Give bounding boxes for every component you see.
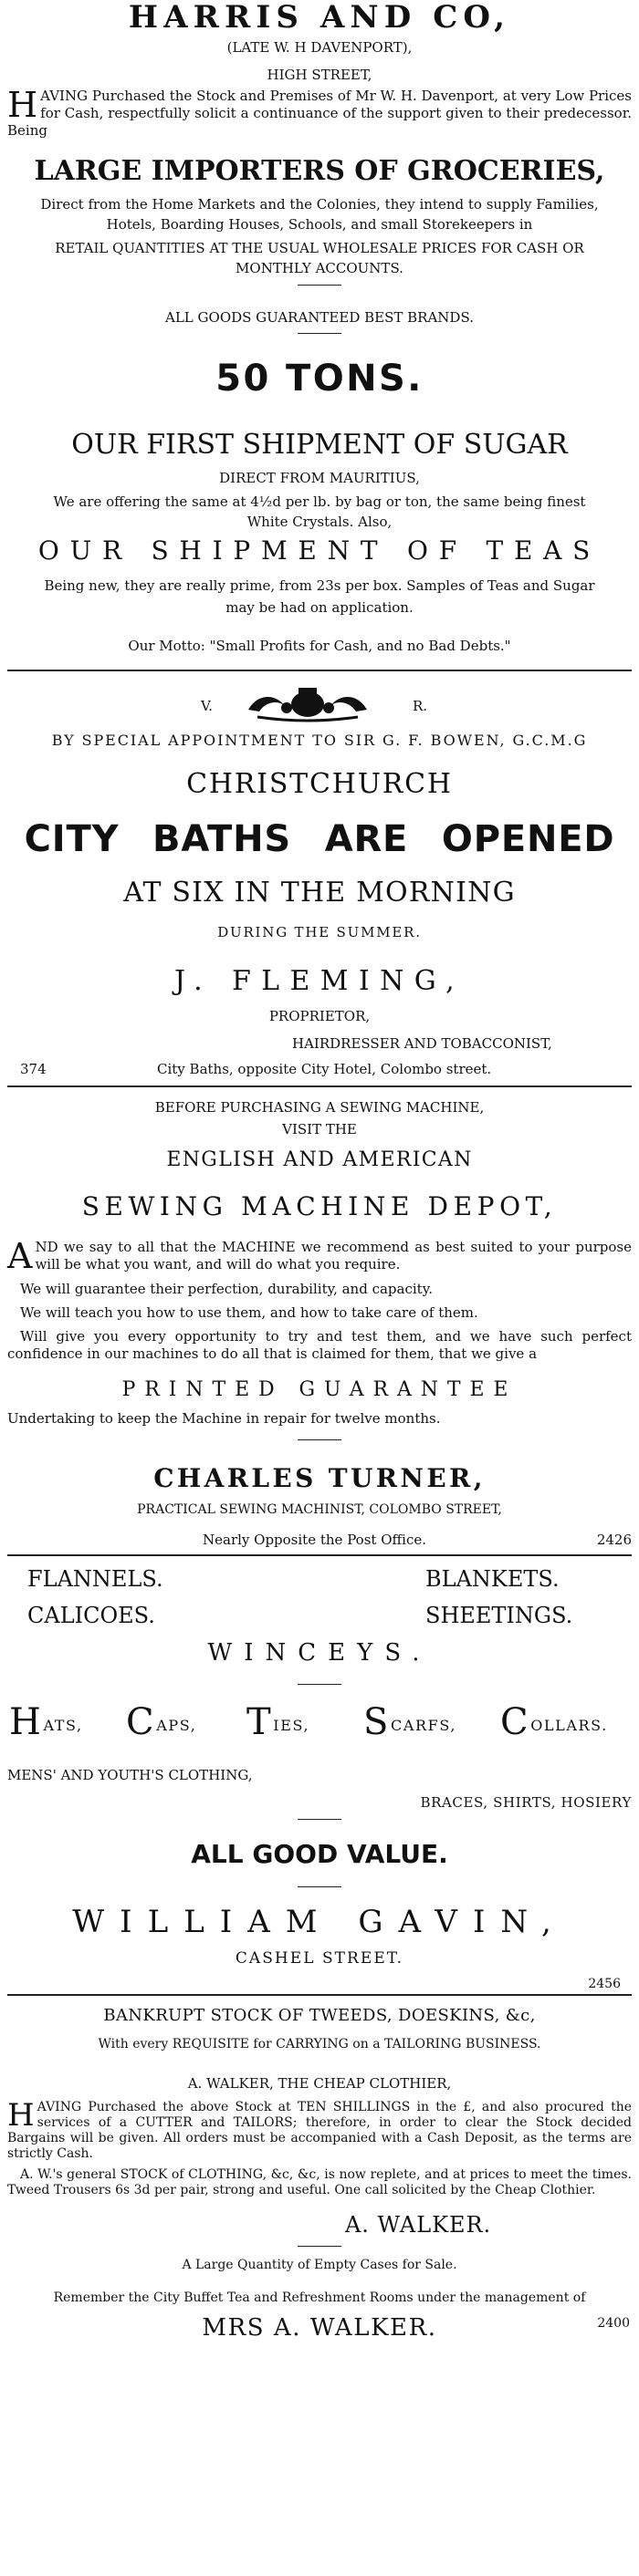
- sewing-before: BEFORE PURCHASING A SEWING MACHINE,: [154, 1099, 485, 1116]
- baths-proprietor: PROPRIETOR,: [268, 1008, 371, 1024]
- gavin-sheetings: SHEETINGS.: [425, 1603, 573, 1628]
- sewing-english-american: ENGLISH AND AMERICAN: [166, 1148, 473, 1171]
- gavin-caps: CAPS,: [126, 1701, 197, 1743]
- gavin-hats: HATS,: [9, 1701, 83, 1743]
- separator: [298, 2246, 341, 2247]
- crest-r-letter: R.: [413, 698, 428, 714]
- sewing-ad-number: 2426: [596, 1532, 632, 1548]
- baths-ad-number: 374: [20, 1061, 47, 1077]
- gavin-calicoes: CALICOES.: [27, 1603, 155, 1628]
- separator: [298, 1886, 341, 1887]
- separator: [298, 333, 341, 334]
- gavin-flannels: FLANNELS.: [27, 1566, 163, 1592]
- separator: [298, 1439, 341, 1440]
- crest-v-letter: V.: [201, 698, 213, 714]
- harris-teas-line-2: may be had on application.: [225, 599, 414, 616]
- harris-line-2: Hotels, Boarding Houses, Schools, and small Storekeepers in: [106, 216, 533, 233]
- separator: [298, 1819, 341, 1820]
- sewing-dropcap: A: [7, 1236, 33, 1276]
- walker-mrs-walker: MRS A. WALKER.: [202, 2314, 437, 2342]
- separator: [298, 285, 341, 286]
- gavin-all-good-value: ALL GOOD VALUE.: [191, 1839, 448, 1869]
- sewing-depot-heading: SEWING MACHINE DEPOT,: [81, 1191, 558, 1221]
- gavin-scarfs: SCARFS,: [363, 1701, 457, 1743]
- sewing-practical: PRACTICAL SEWING MACHINIST, COLOMBO STREET,: [137, 1502, 502, 1517]
- gavin-cashel-street: CASHEL STREET.: [235, 1949, 404, 1968]
- harris-firm-name: HARRIS AND CO,: [128, 0, 511, 36]
- sewing-paragraph-3: We will teach you how to use them, and how to take care of them.: [20, 1304, 478, 1321]
- harris-guarantee: ALL GOODS GUARANTEED BEST BRANDS.: [165, 309, 474, 326]
- harris-intro-text: AVING Purchased the Stock and Premises of Mr W. H. Davenport, at very Low Prices for Cash, respectfully solicit a continuance of the support given to their predecessor. Being: [7, 88, 632, 139]
- gavin-blankets: BLANKETS.: [425, 1566, 560, 1592]
- walker-cheap-clothier: A. WALKER, THE CHEAP CLOTHIER,: [187, 2075, 452, 2092]
- walker-bankrupt-stock: BANKRUPT STOCK OF TWEEDS, DOESKINS, &c,: [103, 2006, 536, 2025]
- harris-offer-2: White Crystals. Also,: [246, 514, 393, 530]
- harris-motto: Our Motto: "Small Profits for Cash, and no Bad Debts.": [128, 638, 511, 654]
- gavin-william-gavin: WILLIAM GAVIN,: [72, 1904, 567, 1940]
- sewing-charles-turner: CHARLES TURNER,: [153, 1463, 486, 1493]
- sewing-paragraph-1-text: ND we say to all that the MACHINE we recommend as best suited to your purpose will be what you want, and will do what you require.: [35, 1239, 632, 1272]
- gavin-accessories-row: [0, 1702, 639, 1742]
- sewing-printed-guarantee: PRINTED GUARANTEE: [121, 1378, 518, 1401]
- harris-teas-heading: OUR SHIPMENT OF TEAS: [37, 535, 602, 566]
- walker-buffet: Remember the City Buffet Tea and Refreshment Rooms under the management of: [53, 2290, 586, 2305]
- walker-empty-cases: A Large Quantity of Empty Cases for Sale.: [182, 2258, 457, 2272]
- baths-christchurch: CHRISTCHURCH: [186, 768, 453, 800]
- harris-intro-paragraph: [7, 85, 632, 140]
- harris-line-1: Direct from the Home Markets and the Colonies, they intend to supply Families,: [40, 196, 599, 213]
- baths-six-morning: AT SIX IN THE MORNING: [123, 877, 516, 909]
- harris-offer-1: We are offering the same at 4½d per lb. by bag or ton, the same being finest: [53, 493, 586, 510]
- gavin-ad-number: 2456: [588, 1977, 621, 1991]
- sewing-visit: VISIT THE: [282, 1121, 357, 1137]
- gavin-ties: TIES,: [246, 1701, 310, 1743]
- gavin-winceys: WINCEYS.: [207, 1639, 432, 1667]
- baths-address: City Baths, opposite City Hotel, Colombo street.: [157, 1061, 492, 1077]
- harris-sugar-heading: OUR FIRST SHIPMENT OF SUGAR: [71, 429, 568, 461]
- gavin-braces: BRACES, SHIRTS, HOSIERY: [420, 1794, 632, 1811]
- harris-line-3: RETAIL QUANTITIES AT THE USUAL WHOLESALE PRICES FOR CASH OR: [55, 240, 584, 256]
- advert-divider: [7, 1994, 632, 1996]
- advert-divider: [7, 1085, 632, 1087]
- walker-ad-number: 2400: [597, 2316, 630, 2331]
- baths-trade: HAIRDRESSER AND TOBACCONIST,: [292, 1035, 552, 1052]
- sewing-paragraph-4: Will give you every opportunity to try and test them, and we have such perfect confidence in our machines to do all that is claimed for them, that we give a: [7, 1328, 632, 1362]
- separator: [298, 1684, 341, 1685]
- walker-paragraph-2: A. W.'s general STOCK of CLOTHING, &c, &c, is now replete, and at prices to meet the times. Tweed Trousers 6s 3d per pair, strong and useful. One call solicited by the Cheap Clothier.: [7, 2167, 632, 2197]
- royal-coat-of-arms-icon: [239, 684, 376, 722]
- sewing-undertaking: Undertaking to keep the Machine in repair for twelve months.: [7, 1410, 441, 1427]
- walker-paragraph-1: [7, 2097, 632, 2162]
- sewing-opposite: Nearly Opposite the Post Office.: [203, 1532, 426, 1548]
- baths-appointment: BY SPECIAL APPOINTMENT TO SIR G. F. BOWEN, G.C.M.G: [51, 732, 588, 749]
- harris-mauritius: DIRECT FROM MAURITIUS,: [219, 470, 420, 486]
- gavin-mens-clothing: MENS' AND YOUTH'S CLOTHING,: [7, 1767, 253, 1783]
- gavin-collars: COLLARS.: [500, 1701, 608, 1743]
- harris-late-owner: (LATE W. H DAVENPORT),: [226, 39, 413, 56]
- harris-street: HIGH STREET,: [267, 67, 372, 83]
- baths-opened-headline: CITY BATHS ARE OPENED: [24, 818, 615, 860]
- walker-signature: A. WALKER.: [345, 2212, 492, 2238]
- harris-teas-line-1: Being new, they are really prime, from 23s per box. Samples of Teas and Sugar: [44, 577, 595, 594]
- advert-divider: [7, 1554, 632, 1556]
- harris-headline: LARGE IMPORTERS OF GROCERIES,: [34, 155, 605, 187]
- harris-fifty-tons: 50 TONS.: [215, 358, 424, 400]
- sewing-paragraph-1: [7, 1236, 632, 1276]
- advert-divider: [7, 670, 632, 671]
- walker-dropcap: H: [7, 2097, 35, 2134]
- baths-fleming-name: J. FLEMING,: [173, 965, 466, 997]
- sewing-paragraph-2: We will guarantee their perfection, durability, and capacity.: [20, 1281, 433, 1297]
- baths-summer: DURING THE SUMMER.: [217, 924, 422, 940]
- harris-line-4: MONTHLY ACCOUNTS.: [236, 260, 403, 276]
- walker-paragraph-1-text: AVING Purchased the above Stock at TEN SHILLINGS in the £, and also procured the services of a CUTTER and TAILORS; therefore, in order to clear the Stock decided Bargains will be given. All orders must be accompanied with a Cash Deposit, as the terms are strictly Cash.: [7, 2100, 632, 2161]
- harris-intro-dropcap: H: [7, 85, 38, 125]
- walker-requisite: With every REQUISITE for CARRYING on a TAILORING BUSINESS.: [98, 2037, 541, 2051]
